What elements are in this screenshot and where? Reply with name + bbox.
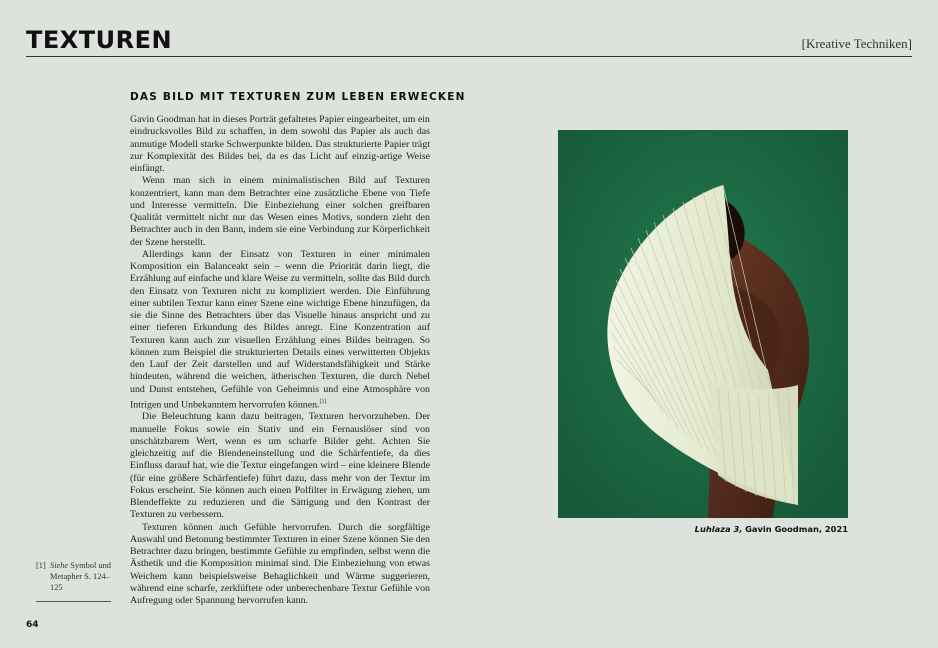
body-paragraph — [130, 522, 430, 608]
footnote-text — [50, 560, 111, 593]
photo-luhlaza — [558, 130, 848, 518]
footnote-reference[interactable]: [1] — [319, 398, 327, 405]
photo-caption — [695, 524, 848, 534]
caption-title: Luhlaza 3, — [694, 524, 743, 534]
body-text — [130, 114, 430, 607]
body-paragraph-text: Texturen können auch Gefühle hervorrufen. Durch die sorgfältige Auswahl und Betonung bestimmter Texturen in einer Szene können Sie den Betrachter dazu bringen, bestimmte Gefühle zu empfinden, selbst wenn die Ästhetik und die Komposition minimal sind. Die Einbeziehung von etwas Weichem kann beispielsweise Behaglichkeit und Wärme suggerieren, während eine scharfe, zerklüftete oder unberechenbare Textur Gefühle von Aufregung oder Spannung hervorrufen kann. — [130, 521, 430, 607]
footnote-divider — [36, 601, 111, 602]
body-paragraph — [130, 411, 430, 521]
body-paragraph — [130, 175, 430, 249]
footnote — [36, 560, 111, 593]
footnote-term: Siehe — [50, 561, 69, 570]
photo-illustration — [558, 130, 848, 518]
body-paragraph-text: Die Beleuchtung kann dazu beitragen, Texturen hervorzuheben. Der manuelle Fokus sowie ein Stativ und ein Fernauslöser sind von unschätzbarem Wert, wenn es um scharfe Bilder geht. Achten Sie gleichzeitig auf die Blendeneinstellung und die Schärfentiefe, da dies Einfluss darauf hat, wie die Textur eingefangen wird – eine kleinere Blende (für eine größere Schärfentiefe) führt dazu, dass mehr von der Textur im Fokus erscheint. Sie können auch einen Polfilter in Erwägung ziehen, um Blendeffekte zu reduzieren und die Sättigung und den Kontrast der Texturen zu verbessern. — [130, 411, 430, 521]
body-paragraph: Gavin Goodman hat in dieses Porträt gefaltetes Papier eingearbeitet, um ein eindrucksvolles Bild zu schaffen, in dem sowohl das Papier als auch das anmutige Modell starke Schwerpunkte bilden. Das strukturierte Papier trägt zur Komplexität des Bildes bei, da es das Licht auf einzig-artige Weise einfängt. — [130, 114, 430, 174]
body-paragraph-text: Wenn man sich in einem minimalistischen Bild auf Texturen konzentriert, kann man dem Betrachter eine zusätzliche Ebene von Tiefe und Interesse vermitteln. Die Einbeziehung einer solchen greifbaren Qualität vermittelt nicht nur das Wesen eines Motivs, sondern zieht den Betrachter auch in den Bann, indem sie eine Verbindung zur Körperlichkeit der Szene herstellt. — [130, 175, 430, 248]
body-paragraph — [130, 249, 430, 412]
section-tag: [Kreative Techniken] — [801, 36, 912, 51]
header-divider — [26, 56, 912, 57]
footnote-marker: [1] — [36, 561, 46, 570]
page-title: TEXTUREN — [26, 26, 173, 54]
footnote-body: Symbol und Metapher S. 124–125 — [50, 561, 111, 592]
caption-credit: Gavin Goodman, 2021 — [745, 524, 848, 534]
section-heading: DAS BILD MIT TEXTUREN ZUM LEBEN ERWECKEN — [130, 91, 466, 103]
body-paragraph-text: Allerdings kann der Einsatz von Texturen in einer minimalen Komposition ein Balanceakt sein – wenn die Priorität darin liegt, die Erzählung auf einfache und klare Weise zu vermitteln, sollte das Bild durch den Einsatz von Texturen nicht zu kompliziert werden. Die Einführung einer subtilen Textur kann einer Szene eine wichtige Ebene hinzufügen, da sie die Sinne des Betrachters über das Visuelle hinaus anspricht und zu einer tieferen Erkundung des Bildes anregt. Eine Konzentration auf Texturen kann auch zur visuellen Erzählung eines Bildes beitragen. So können zum Beispiel die strukturierten Details eines verwitterten Objekts den Lauf der Zeit darstellen und auf Widerstandsfähigkeit und Stärke hindeuten, während die weichen, ätherischen Texturen, die durch Nebel und Dunst entstehen, Gefühle von Geheimnis und eine Atmosphäre von Intrigen und Unbekanntem hervorrufen können. — [130, 248, 430, 411]
page-number: 64 — [26, 620, 39, 630]
